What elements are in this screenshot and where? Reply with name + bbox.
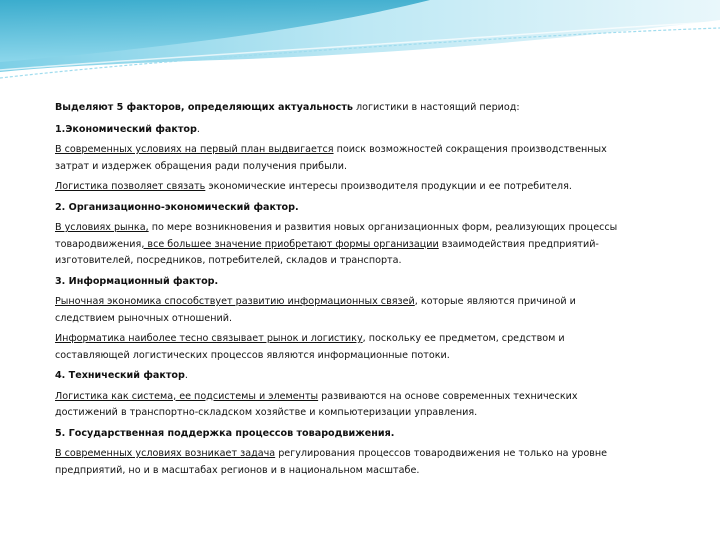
intro-paragraph: [55, 100, 625, 117]
factor5-p1-text: регулирования процессов товародвижения не только на уровне предприятий, но и в масштабах регионов и в национальном масштабе.: [55, 448, 608, 476]
factor4-heading: [55, 368, 625, 385]
factor3-paragraph-2: [55, 331, 625, 364]
factor4-title-end: .: [184, 370, 188, 381]
factor5-heading: [55, 426, 625, 443]
factor4-p1-text: развиваются на основе современных технических достижений в транспортно-складском хозяйстве и компьютеризации управления.: [55, 390, 578, 418]
factor5-title: 5. Государственная поддержка процессов товародвижения.: [55, 427, 395, 439]
factor1-paragraph-1: [55, 142, 625, 175]
factor4-title: 4. Технический фактор: [55, 370, 185, 381]
factor2-p1-middle: по мере возникновения и развития новых организационных форм, реализующих процессы товародвижения: [55, 222, 618, 250]
factor3-paragraph-1: [55, 294, 625, 327]
factor2-p1-text: взаимодействия предприятий-изготовителей, посредников, потребителей, складов и транспорта.: [55, 238, 599, 266]
factor1-title-end: .: [196, 123, 200, 135]
factor1-heading: [55, 122, 625, 139]
factor2-p1-underlined-1: В условиях рынка,: [55, 222, 149, 233]
factor4-paragraph-1: [55, 389, 625, 422]
intro-bold: Выделяют 5 факторов, определяющих актуальность: [55, 102, 353, 113]
intro-text: логистики в настоящий период:: [352, 102, 520, 113]
factor3-heading: [55, 274, 625, 291]
factor1-p1-text: поиск возможностей сокращения производственных затрат и издержек обращения ради получения прибыли.: [55, 144, 607, 172]
factor2-heading: [55, 200, 625, 217]
factor1-p2-underlined: Логистика позволяет связать: [55, 181, 206, 192]
factor2-title: 2. Организационно-экономический фактор.: [55, 201, 299, 213]
factor3-title: 3. Информационный фактор.: [55, 275, 219, 287]
factor5-paragraph-1: [55, 446, 625, 479]
factor2-paragraph-1: [55, 220, 625, 270]
factor1-paragraph-2: [55, 179, 625, 196]
factor1-title: 1.Экономический фактор: [55, 123, 197, 135]
factor2-p1-underlined-2: , все большее значение приобретают формы организации: [141, 238, 439, 250]
factor4-p1-underlined: Логистика как система, ее подсистемы и элементы: [55, 390, 319, 402]
factor5-p1-underlined: В современных условиях возникает задача: [55, 448, 276, 459]
wave-decoration: [0, 0, 720, 110]
factor3-p1-underlined: Рыночная экономика способствует развитию информационных связей: [55, 296, 415, 307]
factor1-p1-underlined: В современных условиях на первый план выдвигается: [55, 144, 334, 155]
factor1-p2-text: экономические интересы производителя продукции и ее потребителя.: [205, 181, 572, 192]
factor3-p1-text: , которые являются причиной и следствием рыночных отношений.: [55, 296, 576, 324]
factor3-p2-text: , поскольку ее предметом, средством и составляющей логистических процессов являются информационные потоки.: [55, 333, 565, 361]
slide-body: [55, 100, 625, 483]
factor3-p2-underlined: Информатика наиболее тесно связывает рынок и логистику: [55, 333, 363, 344]
